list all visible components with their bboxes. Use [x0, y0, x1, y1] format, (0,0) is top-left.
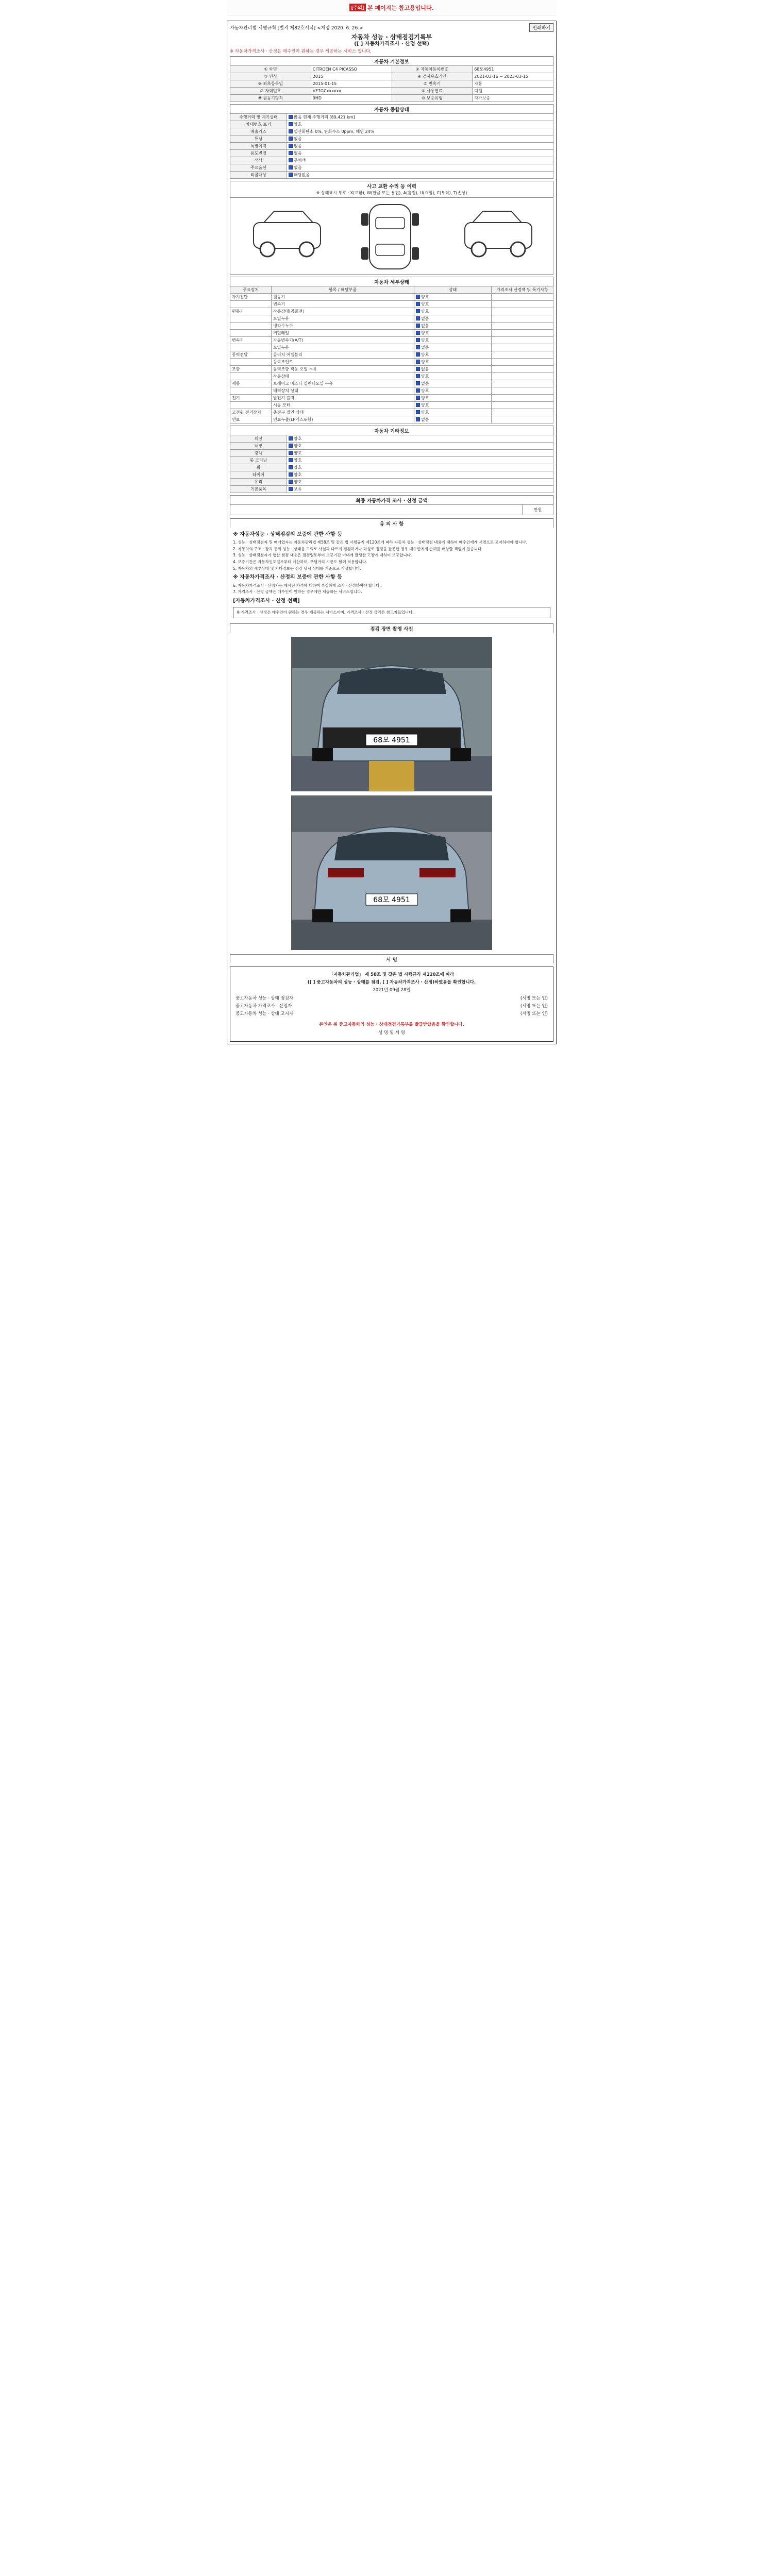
accident-legend: ※ 상태표시 부호 : X(교환), W(판금 또는 용접), A(흠집), U(요철), C(부식), T(손상)	[230, 190, 553, 197]
document-sheet	[227, 0, 557, 1044]
detail-row	[230, 358, 553, 365]
status-row	[230, 128, 553, 135]
checkbox-checked[interactable]	[289, 472, 293, 477]
checkbox-checked[interactable]	[416, 388, 420, 393]
other-value: 양호	[287, 471, 553, 478]
detail-price	[492, 315, 553, 322]
detail-state: 양호	[414, 394, 492, 401]
detail-system: 전기	[230, 394, 272, 401]
inspector-label: 중고자동차 성능 · 상태 점검자	[236, 995, 294, 1001]
detail-row	[230, 329, 553, 336]
basic-info-title: 자동차 기본정보	[230, 56, 553, 65]
detail-state: 양호	[414, 308, 492, 315]
detail-status-table	[230, 286, 553, 423]
detail-price	[492, 365, 553, 372]
field-value: CITROEN C4 PICASSO	[311, 65, 392, 73]
sign-title: 서 명	[230, 954, 553, 963]
inspection-record	[227, 21, 557, 1044]
final-price-title: 최종 자동차가격 조사 · 산정 금액	[230, 495, 553, 504]
final-signature[interactable]: 성 명 및 서 명	[378, 1030, 405, 1036]
other-label: 룸 크리닝	[230, 456, 287, 464]
col-price: 가격조사 산정액 및 특기사항	[492, 286, 553, 293]
notes-heading-1: ※ 자동차성능 · 상태점검의 보증에 관한 사항 등	[233, 531, 342, 537]
status-row	[230, 157, 553, 164]
other-row	[230, 485, 553, 493]
detail-item: 냉각수누수	[272, 322, 414, 329]
plate-text-front: 68모 4951	[373, 736, 410, 744]
price-unit: 만원	[523, 504, 553, 515]
other-value: 양호	[287, 435, 553, 442]
sign-row-appraiser	[236, 1003, 548, 1010]
detail-system	[230, 372, 272, 380]
notes-title: 유 의 사 항	[230, 518, 553, 528]
inspection-photo-rear	[291, 795, 492, 950]
car-diagram	[230, 197, 553, 275]
detail-system: 원동기	[230, 308, 272, 315]
other-row	[230, 471, 553, 478]
checkbox-checked[interactable]	[416, 302, 420, 306]
detail-price	[492, 293, 553, 300]
field-value: 자가보증	[473, 94, 553, 101]
detail-row	[230, 300, 553, 308]
status-row	[230, 121, 553, 128]
status-value: 무채색	[287, 157, 553, 164]
detail-price	[492, 351, 553, 358]
detail-price	[492, 387, 553, 394]
field-label: ③ 연식	[230, 73, 311, 80]
checkbox-checked[interactable]	[289, 115, 293, 119]
detail-price	[492, 308, 553, 315]
detail-system: 변속기	[230, 336, 272, 344]
form-header	[230, 23, 553, 32]
checkbox-checked[interactable]	[416, 374, 420, 378]
inspector-sign[interactable]: (서명 또는 인)	[520, 995, 548, 1001]
basic-info-row	[230, 94, 553, 101]
detail-row	[230, 308, 553, 315]
status-row	[230, 113, 553, 121]
title-main: 자동차 성능 · 상태점검기록부	[351, 33, 432, 41]
checkbox-checked[interactable]	[416, 381, 420, 385]
checkbox-checked[interactable]	[416, 345, 420, 349]
checkbox-checked[interactable]	[416, 324, 420, 328]
final-price-table	[230, 504, 553, 515]
other-value: 양호	[287, 449, 553, 456]
status-label: 특별이력	[230, 142, 287, 149]
car-top-view-icon	[354, 202, 426, 272]
other-label: 타이어	[230, 471, 287, 478]
checkbox-checked[interactable]	[416, 338, 420, 342]
detail-system	[230, 322, 272, 329]
checkbox-checked[interactable]	[416, 360, 420, 364]
top-notice	[227, 0, 557, 15]
checkbox-checked[interactable]	[289, 444, 293, 448]
notifier-label: 중고자동차 성능 · 상태 고지자	[236, 1011, 294, 1017]
detail-row	[230, 293, 553, 300]
other-row	[230, 464, 553, 471]
detail-state: 없음	[414, 344, 492, 351]
detail-state: 없음	[414, 380, 492, 387]
detail-state: 없음	[414, 416, 492, 423]
other-row	[230, 442, 553, 449]
status-label: 배출가스	[230, 128, 287, 135]
checkbox-checked[interactable]	[416, 352, 420, 357]
detail-system	[230, 358, 272, 365]
detail-system: 자기진단	[230, 293, 272, 300]
checkbox-checked[interactable]	[416, 410, 420, 414]
detail-system	[230, 300, 272, 308]
note-line: 6. 자동차가격조사 · 산정자는 제시된 가격에 대하여 성실하게 조사 · 산정하여야 합니다.	[233, 583, 381, 588]
detail-item: 동력조향 작동 오일 누유	[272, 365, 414, 372]
checkbox-checked[interactable]	[416, 309, 420, 313]
field-label: ⑩ 보증유형	[392, 94, 473, 101]
checkbox-checked[interactable]	[289, 487, 293, 491]
detail-row	[230, 351, 553, 358]
note-line: 1. 성능 · 상태점검자 및 매매업자는 자동차관리법 제58조 및 같은 법 시행규칙 제120조에 따라 자동차 성능 · 상태점검 내용에 대하여 매수인에게 서면으로 고지하여야 합니다.	[233, 540, 528, 545]
detail-item: 등속조인트	[272, 358, 414, 365]
overall-status-title: 자동차 종합상태	[230, 104, 553, 113]
appraiser-label: 중고자동차 가격조사 · 산정자	[236, 1003, 292, 1009]
detail-state: 양호	[414, 293, 492, 300]
field-value: 2015	[311, 73, 392, 80]
final-confirm: 본인은 위 중고자동차의 성능 · 상태점검기록부를 발급받았음을 확인합니다.	[319, 1022, 464, 1028]
detail-item: 발전기 출력	[272, 394, 414, 401]
other-info-title: 자동차 기타정보	[230, 426, 553, 435]
other-label: 외장	[230, 435, 287, 442]
detail-row	[230, 394, 553, 401]
inspection-photo-front	[291, 637, 492, 791]
other-row	[230, 449, 553, 456]
detail-price	[492, 380, 553, 387]
checkbox-checked[interactable]	[289, 129, 293, 133]
other-row	[230, 456, 553, 464]
checkbox-checked[interactable]	[416, 396, 420, 400]
col-state: 상태	[414, 286, 492, 293]
detail-price	[492, 322, 553, 329]
detail-item: 작동상태(공회전)	[272, 308, 414, 315]
detail-state: 없음	[414, 322, 492, 329]
detail-item: 작동상태	[272, 372, 414, 380]
plate-text-rear: 68모 4951	[373, 895, 410, 904]
sign-line-2: ([ ] 중고자동차의 성능 · 상태를 점검, [ ] 자동차가격조사 · 산정)하였음을 확인합니다.	[307, 979, 476, 985]
field-value: 9HD	[311, 94, 392, 101]
service-note: ※ 자동차가격조사 · 산정은 매수인이 원하는 경우 제공하는 서비스 입니다.	[230, 48, 372, 54]
checkbox-checked[interactable]	[416, 367, 420, 371]
other-value: 양호	[287, 442, 553, 449]
detail-state: 양호	[414, 372, 492, 380]
detail-item: 오일누유	[272, 315, 414, 322]
detail-status-title: 자동차 세부상태	[230, 277, 553, 286]
notice-text: 본 페이지는 참고용입니다.	[367, 4, 434, 11]
sign-row-notifier	[236, 1010, 548, 1018]
detail-state: 없음	[414, 315, 492, 322]
field-value: VF7GCxxxxxx	[311, 87, 392, 94]
detail-price	[492, 394, 553, 401]
notes-heading-2: ※ 자동차가격조사 · 산정의 보증에 관한 사항 등	[233, 574, 342, 581]
detail-row	[230, 409, 553, 416]
field-label: ④ 검사유효기간	[392, 73, 473, 80]
detail-state: 양호	[414, 387, 492, 394]
other-label: 내장	[230, 442, 287, 449]
status-value: 양호	[287, 121, 553, 128]
checkbox-checked[interactable]	[289, 122, 293, 126]
detail-price	[492, 401, 553, 409]
note-line: 2. 자동차의 구조 · 장치 등의 성능 · 상태를 고의로 사실과 다르게 점검하거나 과실로 점검을 잘못한 경우 매수인에게 손해를 배상할 책임이 있습니다.	[233, 546, 483, 551]
other-info-table	[230, 435, 553, 493]
detail-price	[492, 336, 553, 344]
overall-status-table	[230, 113, 553, 179]
status-row	[230, 149, 553, 157]
note-line: 7. 가격조사 · 산정 금액은 매수인이 원하는 경우에만 제공하는 서비스입니다.	[233, 589, 362, 595]
status-value: 일산화탄소 0%, 탄화수소 0ppm, 매연 24%	[287, 128, 553, 135]
photo-title: 점검 장면 촬영 사진	[230, 623, 553, 633]
appraiser-sign[interactable]: (서명 또는 인)	[520, 1003, 548, 1009]
note-line: 3. 성능 · 상태점검자가 행한 점검 내용은 점검일로부터 보증기간 이내에 발생한 고장에 대하여 보증합니다.	[233, 553, 412, 558]
sign-date: 2021년 09월 28일	[373, 988, 411, 993]
checkbox-checked[interactable]	[289, 451, 293, 455]
basic-info-row	[230, 80, 553, 87]
status-value: 없음	[287, 135, 553, 142]
detail-row	[230, 372, 553, 380]
detail-row	[230, 401, 553, 409]
detail-state: 없음	[414, 365, 492, 372]
sign-row-inspector	[236, 995, 548, 1003]
status-row	[230, 171, 553, 178]
detail-row	[230, 387, 553, 394]
detail-system: 동력전달	[230, 351, 272, 358]
detail-state: 양호	[414, 409, 492, 416]
detail-item: 브레이크 마스터 실린더오일 누유	[272, 380, 414, 387]
sign-box	[230, 967, 553, 1042]
detail-state: 양호	[414, 329, 492, 336]
notes-box: ※ 가격조사 · 산정은 매수인이 원하는 경우 제공하는 서비스이며, 가격조사 · 산정 금액은 참고자료입니다.	[233, 607, 550, 618]
detail-item: 클러치 어셈블리	[272, 351, 414, 358]
col-system: 주요장치	[230, 286, 272, 293]
checkbox-checked[interactable]	[289, 173, 293, 177]
detail-price	[492, 372, 553, 380]
field-value: 2021-03-16 ~ 2023-03-15	[473, 73, 553, 80]
other-label: 휠	[230, 464, 287, 471]
accident-history-title: 사고 교환 수리 등 이력	[230, 181, 553, 190]
checkbox-checked[interactable]	[416, 295, 420, 299]
field-label: ⑨ 원동기형식	[230, 94, 311, 101]
status-label: 주행거리 및 계기상태	[230, 113, 287, 121]
note-line: 4. 보증기간은 자동차인도일로부터 계산하며, 주행거리 기준도 함께 적용합니다.	[233, 559, 367, 564]
field-value: 디젤	[473, 87, 553, 94]
notifier-sign[interactable]: (서명 또는 인)	[520, 1011, 548, 1017]
field-label: ② 자동차등록번호	[392, 65, 473, 73]
status-label: 주요옵션	[230, 164, 287, 171]
field-label: ⑧ 사용연료	[392, 87, 473, 94]
detail-item: 변속기	[272, 300, 414, 308]
field-value: 자동	[473, 80, 553, 87]
detail-row	[230, 380, 553, 387]
status-label: 튜닝	[230, 135, 287, 142]
notes-body	[230, 528, 553, 619]
checkbox-checked[interactable]	[289, 158, 293, 162]
car-left-view-icon	[246, 202, 328, 269]
checkbox-checked[interactable]	[416, 417, 420, 421]
detail-item: 시동 모터	[272, 401, 414, 409]
detail-system: 제동	[230, 380, 272, 387]
field-label: ⑦ 차대번호	[230, 87, 311, 94]
status-label: 색상	[230, 157, 287, 164]
field-value: 2015-01-15	[311, 80, 392, 87]
detail-system: 연료	[230, 416, 272, 423]
status-row	[230, 142, 553, 149]
status-value: 없음	[287, 142, 553, 149]
other-label: 기본품목	[230, 485, 287, 493]
detail-item: 배력장치 상태	[272, 387, 414, 394]
checkbox-checked[interactable]	[289, 458, 293, 462]
detail-item: 충전구 절연 상태	[272, 409, 414, 416]
detail-state: 양호	[414, 401, 492, 409]
detail-system	[230, 344, 272, 351]
other-value: 양호	[287, 456, 553, 464]
detail-row	[230, 344, 553, 351]
status-row	[230, 164, 553, 171]
checkbox-checked[interactable]	[416, 331, 420, 335]
detail-system	[230, 401, 272, 409]
detail-price	[492, 409, 553, 416]
detail-state: 양호	[414, 358, 492, 365]
basic-info-row	[230, 87, 553, 94]
form-number: 자동차관리법 시행규칙 [별지 제82호서식] <개정 2020. 6. 26.>	[230, 26, 363, 31]
detail-price	[492, 344, 553, 351]
basic-info-row	[230, 65, 553, 73]
checkbox-checked[interactable]	[289, 465, 293, 469]
checkbox-checked[interactable]	[289, 137, 293, 141]
other-value: 양호	[287, 464, 553, 471]
car-right-view-icon	[457, 202, 540, 269]
checkbox-checked[interactable]	[289, 151, 293, 155]
detail-price	[492, 329, 553, 336]
detail-system	[230, 329, 272, 336]
basic-info-table	[230, 65, 553, 102]
detail-price	[492, 358, 553, 365]
status-value: 없음	[287, 149, 553, 157]
other-label: 유리	[230, 478, 287, 485]
detail-system	[230, 315, 272, 322]
checkbox-checked[interactable]	[289, 144, 293, 148]
note-line: 5. 자동차의 세부상태 및 기타정보는 점검 당시 상태를 기준으로 작성합니다.	[233, 566, 361, 571]
detail-system	[230, 387, 272, 394]
checkbox-checked[interactable]	[416, 316, 420, 320]
detail-row	[230, 322, 553, 329]
detail-row	[230, 315, 553, 322]
detail-row	[230, 336, 553, 344]
notes-heading-3: [자동차가격조사 · 산정 선택]	[233, 598, 300, 604]
detail-item: 연료누출(LP가스포함)	[272, 416, 414, 423]
status-label: 리콜대상	[230, 171, 287, 178]
other-row	[230, 478, 553, 485]
col-item: 항목 / 해당부품	[272, 286, 414, 293]
print-button[interactable]: 인쇄하기	[529, 23, 553, 32]
status-value: 많음 현재 주행거리 [89,421 km]	[287, 113, 553, 121]
other-value: 양호	[287, 478, 553, 485]
checkbox-checked[interactable]	[289, 480, 293, 484]
status-value: 없음	[287, 164, 553, 171]
detail-item: 오일누유	[272, 344, 414, 351]
basic-info-row	[230, 73, 553, 80]
detail-state: 양호	[414, 351, 492, 358]
field-label: ⑥ 변속기	[392, 80, 473, 87]
detail-state: 양호	[414, 300, 492, 308]
detail-system: 고전원 전기장치	[230, 409, 272, 416]
detail-row	[230, 416, 553, 423]
status-row	[230, 135, 553, 142]
sign-line-1: 「자동차관리법」 제 58조 및 같은 법 시행규칙 제120조에 따라	[329, 972, 455, 977]
detail-price	[492, 300, 553, 308]
detail-item: 자동변속기(A/T)	[272, 336, 414, 344]
detail-item: 원동기	[272, 293, 414, 300]
document-title	[230, 33, 553, 48]
detail-price	[492, 416, 553, 423]
status-label: 용도변경	[230, 149, 287, 157]
checkbox-checked[interactable]	[416, 403, 420, 407]
detail-item: 커먼레일	[272, 329, 414, 336]
status-value: 해당없음	[287, 171, 553, 178]
detail-system: 조향	[230, 365, 272, 372]
title-sub: ([ ] 자동차가격조사 · 산정 선택)	[354, 41, 429, 47]
detail-row	[230, 365, 553, 372]
field-label: ① 차명	[230, 65, 311, 73]
other-value: 보유	[287, 485, 553, 493]
field-label: ⑤ 최초등록일	[230, 80, 311, 87]
checkbox-checked[interactable]	[289, 436, 293, 440]
detail-state: 양호	[414, 336, 492, 344]
checkbox-checked[interactable]	[289, 165, 293, 170]
other-label: 광택	[230, 449, 287, 456]
field-value: 68모4951	[473, 65, 553, 73]
notice-tag: [주의]	[349, 4, 366, 11]
status-label: 차대번호 표기	[230, 121, 287, 128]
other-row	[230, 435, 553, 442]
